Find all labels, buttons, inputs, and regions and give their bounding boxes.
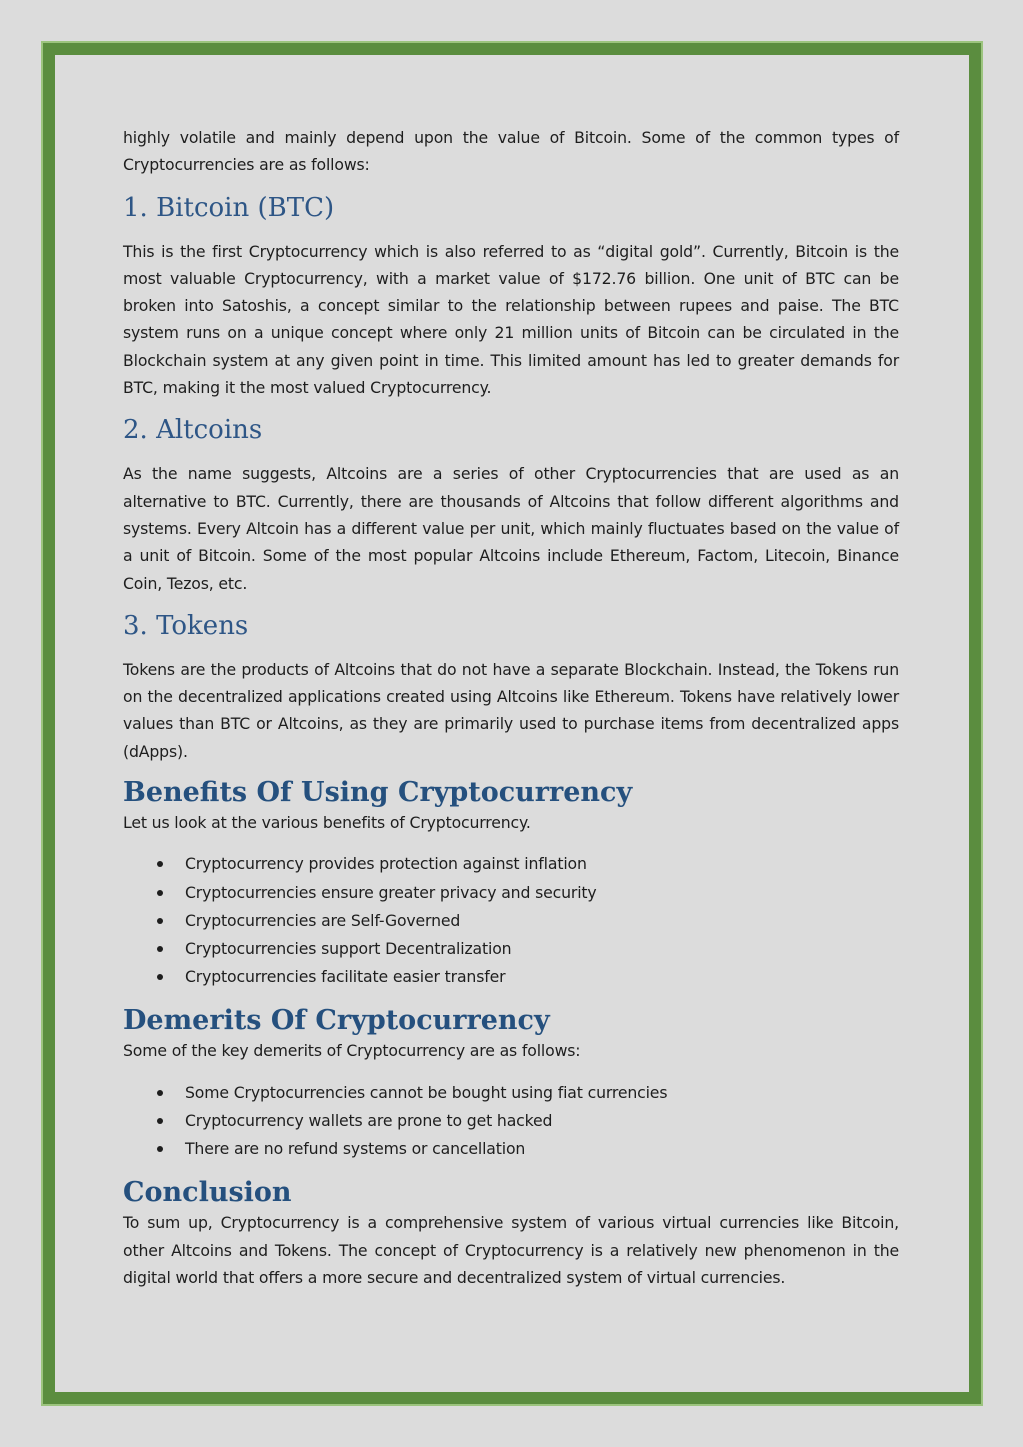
benefits-intro: Let us look at the various benefits of Cryptocurrency. <box>123 813 531 833</box>
demerits-heading: Demerits Of Cryptocurrency <box>123 1005 550 1037</box>
list-item <box>123 963 899 991</box>
bullet-icon <box>157 1118 163 1124</box>
demerits-intro: Some of the key demerits of Cryptocurrency are as follows: <box>123 1041 581 1061</box>
bullet-icon <box>157 1090 163 1096</box>
demerits-list <box>123 1079 899 1164</box>
bullet-icon <box>157 918 163 924</box>
tokens-paragraph: Tokens are the products of Altcoins that do not have a separate Blockchain. Instead, the Tokens run on the decentralized applications created using Altcoins like Ethereum. Tokens have relatively lower values than BTC or Altcoins, as they are primarily used to purchase items from decentralized apps (dApps). <box>123 659 899 761</box>
benefits-heading: Benefits Of Using Cryptocurrency <box>123 777 633 809</box>
bullet-icon <box>157 946 163 952</box>
list-item <box>123 907 899 935</box>
benefits-list <box>123 850 899 991</box>
altcoins-heading: 2. Altcoins <box>123 415 263 446</box>
list-item <box>123 850 899 878</box>
list-item-text: Cryptocurrency wallets are prone to get hacked <box>185 1110 553 1130</box>
bitcoin-heading: 1. Bitcoin (BTC) <box>123 192 335 223</box>
intro-paragraph: highly volatile and mainly depend upon the value of Bitcoin. Some of the common types of Cryptocurrencies are as follows: <box>123 128 899 175</box>
list-item <box>123 935 899 963</box>
list-item-text: Cryptocurrencies facilitate easier transfer <box>185 967 506 987</box>
conclusion-heading: Conclusion <box>123 1177 292 1209</box>
list-item-text: There are no refund systems or cancellation <box>185 1139 526 1159</box>
list-item <box>123 1079 899 1107</box>
conclusion-paragraph: To sum up, Cryptocurrency is a comprehensive system of various virtual currencies like Bitcoin, other Altcoins and Tokens. The concept of Cryptocurrency is a relatively new phenomenon in the digital world that offers a more secure and decentralized system of virtual currencies. <box>123 1213 899 1287</box>
bitcoin-paragraph: This is the first Cryptocurrency which is also referred to as “digital gold”. Currently, Bitcoin is the most valuable Cryptocurrency, with a market value of $172.76 billion. One unit of BTC can be broken into Satoshis, a concept similar to the relationship between rupees and paise. The BTC system runs on a unique concept where only 21 million units of Bitcoin can be circulated in the Blockchain system at any given point in time. This limited amount has led to greater demands for BTC, making it the most valued Cryptocurrency. <box>123 241 899 398</box>
list-item <box>123 1107 899 1135</box>
bullet-icon <box>157 861 163 867</box>
list-item-text: Cryptocurrencies support Decentralization <box>185 938 512 958</box>
bullet-icon <box>157 974 163 980</box>
list-item-text: Cryptocurrencies ensure greater privacy and security <box>185 882 597 902</box>
list-item-text: Cryptocurrency provides protection against inflation <box>185 854 587 874</box>
altcoins-paragraph: As the name suggests, Altcoins are a series of other Cryptocurrencies that are used as an alternative to BTC. Currently, there are thousands of Altcoins that follow different algorithms and systems. Every Altcoin has a different value per unit, which mainly fluctuates based on the value of a unit of Bitcoin. Some of the most popular Altcoins include Ethereum, Factom, Litecoin, Binance Coin, Tezos, etc. <box>123 464 899 593</box>
document-content <box>123 124 899 1291</box>
list-item <box>123 879 899 907</box>
list-item <box>123 1135 899 1163</box>
bullet-icon <box>157 890 163 896</box>
list-item-text: Cryptocurrencies are Self-Governed <box>185 910 461 930</box>
list-item-text: Some Cryptocurrencies cannot be bought using fiat currencies <box>185 1082 668 1102</box>
tokens-heading: 3. Tokens <box>123 610 249 641</box>
bullet-icon <box>157 1146 163 1152</box>
